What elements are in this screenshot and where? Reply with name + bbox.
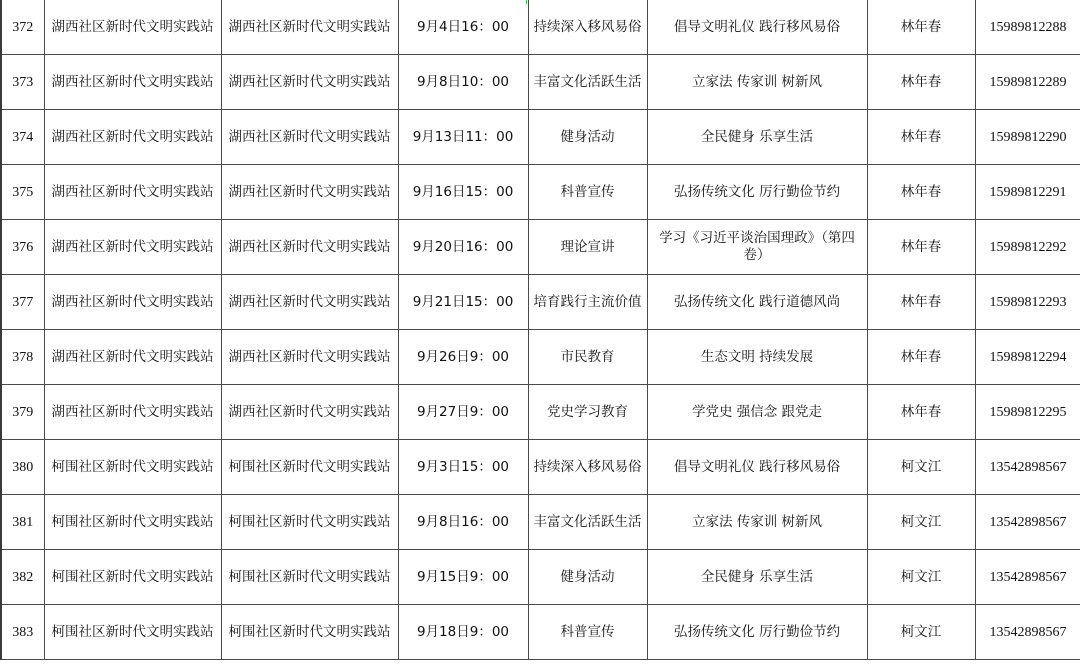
category-cell: 持续深入移风易俗: [528, 440, 647, 495]
venue-cell: 柯围社区新时代文明实践站: [221, 495, 398, 550]
row-number-cell: 376: [1, 220, 44, 275]
venue-cell: 湖西社区新时代文明实践站: [221, 385, 398, 440]
time-cell: 9月13日11：00: [398, 110, 528, 165]
theme-cell: 学党史 强信念 跟党走: [647, 385, 867, 440]
phone-cell: 15989812291: [975, 165, 1080, 220]
theme-cell: 倡导文明礼仪 践行移风易俗: [647, 0, 867, 55]
phone-cell: 13542898567: [975, 440, 1080, 495]
organizer-cell: 湖西社区新时代文明实践站: [44, 0, 221, 55]
time-cell: 9月3日15：00: [398, 440, 528, 495]
venue-cell: 湖西社区新时代文明实践站: [221, 330, 398, 385]
venue-cell: 柯围社区新时代文明实践站: [221, 605, 398, 660]
row-number-cell: 383: [1, 605, 44, 660]
row-number-cell: 381: [1, 495, 44, 550]
phone-cell: 15989812295: [975, 385, 1080, 440]
category-cell: 持续深入移风易俗: [528, 0, 647, 55]
contact-cell: 林年春: [867, 55, 975, 110]
table-row: [1, 220, 1080, 275]
theme-cell: 立家法 传家训 树新风: [647, 495, 867, 550]
table-row: [1, 275, 1080, 330]
organizer-cell: 湖西社区新时代文明实践站: [44, 165, 221, 220]
venue-cell: 柯围社区新时代文明实践站: [221, 550, 398, 605]
organizer-cell: 柯围社区新时代文明实践站: [44, 550, 221, 605]
table-row: [1, 550, 1080, 605]
contact-cell: 林年春: [867, 165, 975, 220]
phone-cell: 13542898567: [975, 605, 1080, 660]
category-cell: 科普宣传: [528, 605, 647, 660]
phone-cell: 15989812288: [975, 0, 1080, 55]
theme-cell: 弘扬传统文化 厉行勤俭节约: [647, 165, 867, 220]
category-cell: 健身活动: [528, 110, 647, 165]
time-cell: 9月20日16：00: [398, 220, 528, 275]
category-cell: 培育践行主流价值: [528, 275, 647, 330]
time-cell: 9月4日16：00: [398, 0, 528, 55]
venue-cell: 湖西社区新时代文明实践站: [221, 0, 398, 55]
category-cell: 丰富文化活跃生活: [528, 495, 647, 550]
theme-cell: 弘扬传统文化 践行道德风尚: [647, 275, 867, 330]
category-cell: 健身活动: [528, 550, 647, 605]
category-cell: 市民教育: [528, 330, 647, 385]
organizer-cell: 湖西社区新时代文明实践站: [44, 55, 221, 110]
phone-cell: 15989812293: [975, 275, 1080, 330]
contact-cell: 柯文江: [867, 550, 975, 605]
row-number-cell: 380: [1, 440, 44, 495]
contact-cell: 林年春: [867, 0, 975, 55]
contact-cell: 林年春: [867, 385, 975, 440]
table-row: [1, 495, 1080, 550]
table-row: [1, 165, 1080, 220]
venue-cell: 湖西社区新时代文明实践站: [221, 110, 398, 165]
time-cell: 9月16日15：00: [398, 165, 528, 220]
phone-cell: 15989812290: [975, 110, 1080, 165]
organizer-cell: 湖西社区新时代文明实践站: [44, 330, 221, 385]
theme-cell: 生态文明 持续发展: [647, 330, 867, 385]
time-cell: 9月15日9：00: [398, 550, 528, 605]
phone-cell: 15989812292: [975, 220, 1080, 275]
category-cell: 党史学习教育: [528, 385, 647, 440]
table-row: [1, 110, 1080, 165]
phone-cell: 15989812294: [975, 330, 1080, 385]
organizer-cell: 柯围社区新时代文明实践站: [44, 440, 221, 495]
venue-cell: 柯围社区新时代文明实践站: [221, 440, 398, 495]
contact-cell: 林年春: [867, 220, 975, 275]
theme-cell: 倡导文明礼仪 践行移风易俗: [647, 440, 867, 495]
row-number-cell: 372: [1, 0, 44, 55]
contact-cell: 林年春: [867, 275, 975, 330]
table-row: [1, 0, 1080, 55]
venue-cell: 湖西社区新时代文明实践站: [221, 55, 398, 110]
row-number-cell: 377: [1, 275, 44, 330]
phone-cell: 13542898567: [975, 550, 1080, 605]
column-highlight-line: [526, 0, 527, 4]
row-number-cell: 379: [1, 385, 44, 440]
table-row: [1, 440, 1080, 495]
organizer-cell: 湖西社区新时代文明实践站: [44, 110, 221, 165]
organizer-cell: 湖西社区新时代文明实践站: [44, 275, 221, 330]
venue-cell: 湖西社区新时代文明实践站: [221, 220, 398, 275]
organizer-cell: 湖西社区新时代文明实践站: [44, 385, 221, 440]
time-cell: 9月18日9：00: [398, 605, 528, 660]
row-number-cell: 378: [1, 330, 44, 385]
category-cell: 丰富文化活跃生活: [528, 55, 647, 110]
contact-cell: 柯文江: [867, 605, 975, 660]
contact-cell: 林年春: [867, 330, 975, 385]
category-cell: 理论宣讲: [528, 220, 647, 275]
theme-cell: 全民健身 乐享生活: [647, 550, 867, 605]
phone-cell: 15989812289: [975, 55, 1080, 110]
table-row: [1, 55, 1080, 110]
row-number-cell: 373: [1, 55, 44, 110]
contact-cell: 柯文江: [867, 440, 975, 495]
time-cell: 9月26日9：00: [398, 330, 528, 385]
table-row: [1, 385, 1080, 440]
theme-cell: 全民健身 乐享生活: [647, 110, 867, 165]
table-body: [1, 0, 1080, 660]
table-row: [1, 330, 1080, 385]
table-row: [1, 605, 1080, 660]
time-cell: 9月21日15：00: [398, 275, 528, 330]
time-cell: 9月8日16：00: [398, 495, 528, 550]
phone-cell: 13542898567: [975, 495, 1080, 550]
organizer-cell: 柯围社区新时代文明实践站: [44, 495, 221, 550]
organizer-cell: 湖西社区新时代文明实践站: [44, 220, 221, 275]
row-number-cell: 382: [1, 550, 44, 605]
venue-cell: 湖西社区新时代文明实践站: [221, 275, 398, 330]
theme-cell: 学习《习近平谈治国理政》（第四卷）: [647, 220, 867, 275]
time-cell: 9月27日9：00: [398, 385, 528, 440]
row-number-cell: 374: [1, 110, 44, 165]
row-number-cell: 375: [1, 165, 44, 220]
contact-cell: 林年春: [867, 110, 975, 165]
contact-cell: 柯文江: [867, 495, 975, 550]
time-cell: 9月8日10：00: [398, 55, 528, 110]
organizer-cell: 柯围社区新时代文明实践站: [44, 605, 221, 660]
category-cell: 科普宣传: [528, 165, 647, 220]
theme-cell: 立家法 传家训 树新风: [647, 55, 867, 110]
venue-cell: 湖西社区新时代文明实践站: [221, 165, 398, 220]
theme-cell: 弘扬传统文化 厉行勤俭节约: [647, 605, 867, 660]
